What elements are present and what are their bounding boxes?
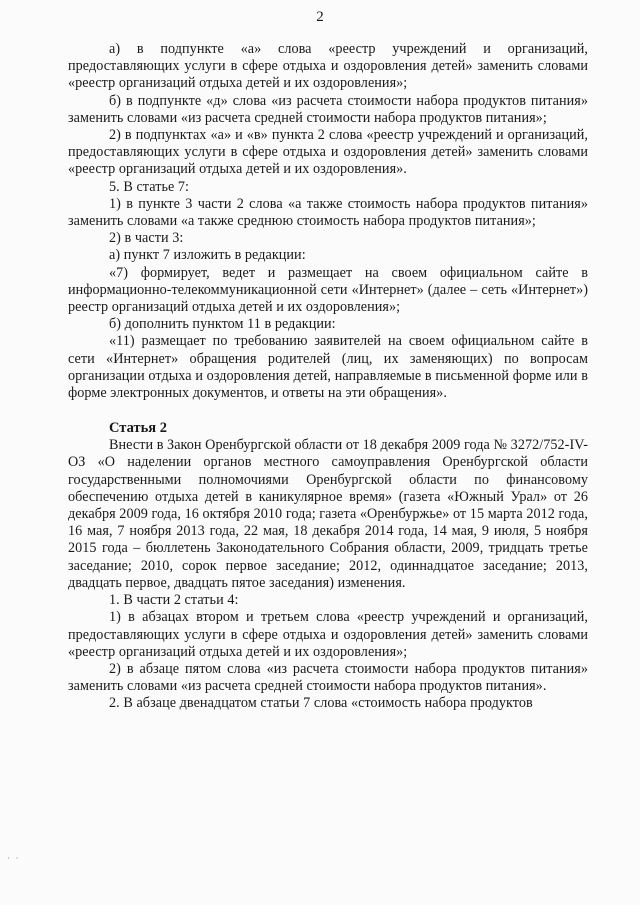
- paragraph: 2. В абзаце двенадцатом статьи 7 слова «стоимость набора продуктов: [109, 695, 533, 712]
- section-gap: [68, 402, 588, 419]
- paragraph: 2) в части 3:: [109, 230, 184, 247]
- paragraph: «11) размещает по требованию заявителей на своем официальном сайте в сети «Интернет» обращения родителей (лиц, их заменяющих) по вопросам организации отдыха и оздоровления детей, направляемые в письменной форме или в форме электронных документов, и ответы на эти обращения».: [68, 333, 588, 402]
- paragraph: а) пункт 7 изложить в редакции:: [109, 247, 306, 264]
- article-heading: Статья 2: [109, 420, 167, 437]
- paragraph: б) дополнить пунктом 11 в редакции:: [109, 316, 336, 333]
- paragraph: 1) в абзацах втором и третьем слова «реестр учреждений и организаций, предоставляющих услуги в сфере отдыха и оздоровления детей» заменить словами «реестр организаций отдыха детей и их оздоровления»;: [68, 609, 588, 660]
- paragraph: Внести в Закон Оренбургской области от 18 декабря 2009 года № 3272/752-IV-ОЗ «О наделении органов местного самоуправления Оренбургской области государственными полномочиями Оренбургской области по финансовому обеспечению отдыха детей в каникулярное время» (газета «Южный Урал» от 26 декабря 2009 года, 16 октября 2010 года; газета «Оренбуржье» от 15 марта 2012 года, 16 мая, 7 ноября 2013 года, 22 мая, 18 декабря 2014 года, 14 мая, 9 июля, 5 ноября 2015 года – бюллетень Законодательного Собрания области, 2009, тридцать третье заседание; 2010, сорок первое заседание; 2012, одиннадцатое заседание; 2013, двадцать первое, двадцать пятое заседания) изменения.: [68, 437, 588, 591]
- paragraph: «7) формирует, ведет и размещает на своем официальном сайте в информационно-телекоммуникационной сети «Интернет» (далее – сеть «Интернет») реестр организаций отдыха детей и их оздоровления»;: [68, 264, 588, 316]
- paragraph: б) в подпункте «д» слова «из расчета стоимости набора продуктов питания» заменить словами «из расчета средней стоимости набора продуктов питания»;: [68, 92, 588, 126]
- page-number: 2: [316, 9, 324, 25]
- paragraph: 1. В части 2 статьи 4:: [109, 592, 239, 609]
- paragraph: а) в подпункте «а» слова «реестр учреждений и организаций, предоставляющих услуги в сфере отдыха и оздоровления детей» заменить словами «реестр организаций отдыха детей и их оздоровления»;: [68, 41, 588, 92]
- paragraph: 2) в подпунктах «а» и «в» пункта 2 слова «реестр учреждений и организаций, предоставляющих услуги в сфере отдыха и оздоровления детей» заменить словами «реестр организаций отдыха детей и их оздоровления».: [68, 127, 588, 178]
- scan-artifact: · ·: [7, 854, 21, 863]
- document-body: [68, 41, 588, 713]
- paragraph: 2) в абзаце пятом слова «из расчета стоимости набора продуктов питания» заменить словами «из расчета средней стоимости набора продуктов питания».: [68, 660, 588, 695]
- paragraph: 5. В статье 7:: [109, 178, 190, 195]
- paragraph: 1) в пункте 3 части 2 слова «а также стоимость набора продуктов питания» заменить словами «а также среднюю стоимость набора продуктов питания»;: [68, 195, 588, 230]
